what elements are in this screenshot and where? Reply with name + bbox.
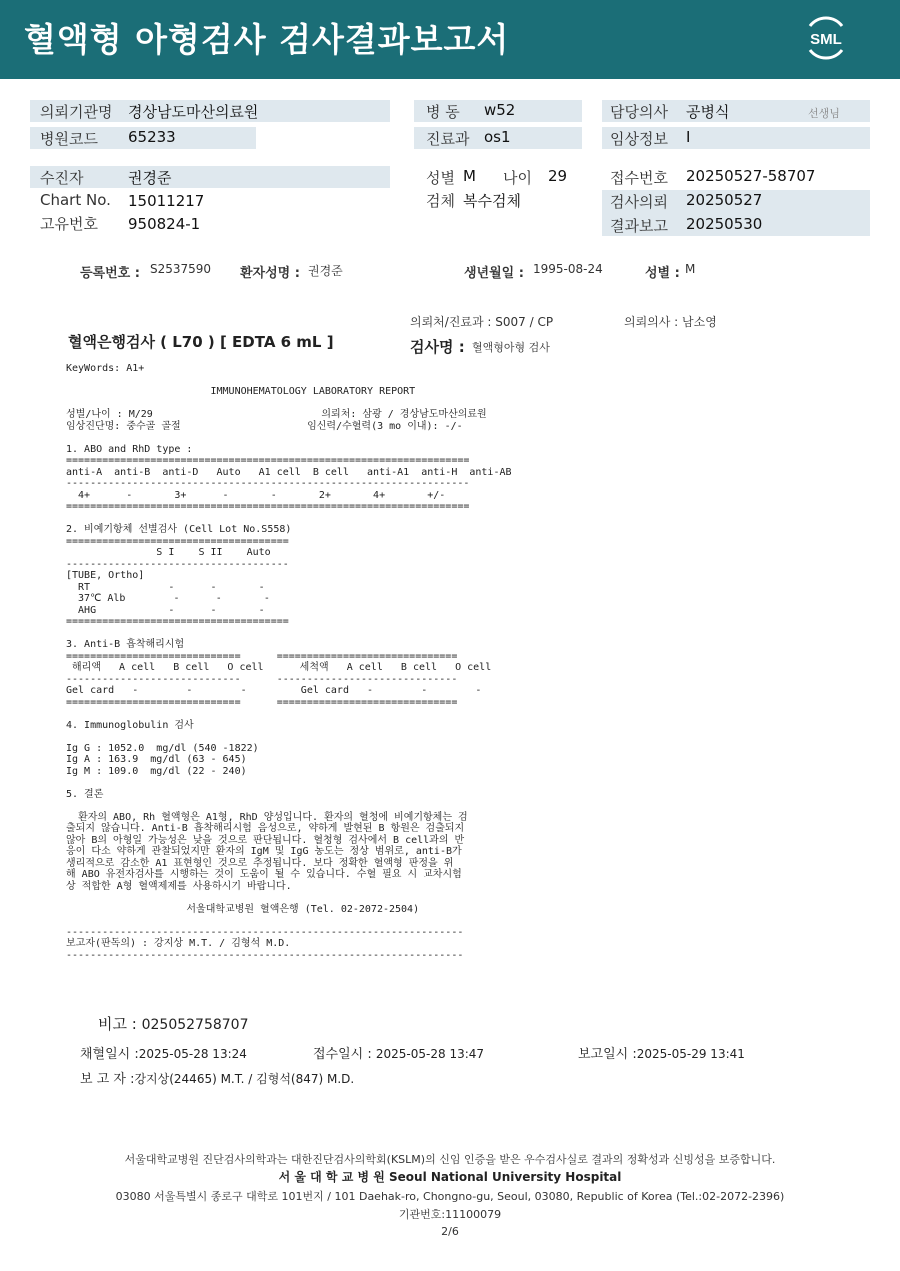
clinical-value: I bbox=[686, 128, 691, 146]
hospital-label: 의뢰기관명 bbox=[40, 103, 113, 121]
birth-value: 1995-08-24 bbox=[533, 262, 603, 276]
patient-label: 수진자 bbox=[40, 169, 84, 187]
id-label: 고유번호 bbox=[40, 215, 98, 233]
reporter-label: 보 고 자 : bbox=[80, 1072, 135, 1087]
order-requester: 의뢰의사 : 남소영 bbox=[624, 315, 717, 329]
name-label: 환자성명 : bbox=[240, 266, 300, 281]
receipt-value: 20250527-58707 bbox=[686, 167, 816, 185]
sex-label: 성별 bbox=[426, 169, 455, 187]
order-title: 혈액은행검사 ( L70 ) [ EDTA 6 mL ] bbox=[68, 333, 334, 351]
chart-value: 15011217 bbox=[128, 192, 205, 210]
footer-hospital: 서 울 대 학 교 병 원 Seoul National University Hospital bbox=[278, 1170, 622, 1184]
footer-institution: 기관번호:11100079 bbox=[398, 1208, 502, 1221]
receive-value: 2025-05-28 13:47 bbox=[375, 1047, 485, 1061]
logo-text: SML bbox=[810, 31, 842, 48]
dept-value: os1 bbox=[484, 128, 511, 146]
ward-value: w52 bbox=[484, 101, 516, 119]
doctor-suffix: 선생님 bbox=[808, 107, 840, 120]
dept-label: 진료과 bbox=[426, 130, 470, 148]
footer-certification: 서울대학교병원 진단검사의학과는 대한진단검사의학회(KSLM)의 신임 인증을 받은 우수검사실로 결과의 정확성과 신빙성을 보증합니다. bbox=[124, 1153, 776, 1166]
patient-sex-label: 성별 : bbox=[645, 266, 680, 281]
ward-label: 병 동 bbox=[426, 103, 460, 121]
id-value: 950824-1 bbox=[128, 215, 201, 233]
report-time-label: 보고일시 : bbox=[578, 1047, 637, 1062]
reg-value: S2537590 bbox=[150, 262, 212, 276]
name-value: 권경준 bbox=[308, 264, 343, 278]
report-label: 결과보고 bbox=[610, 217, 668, 235]
sml-logo-icon bbox=[802, 14, 850, 62]
age-value: 29 bbox=[548, 167, 568, 185]
test-value: 혈액형아형 검사 bbox=[472, 341, 550, 354]
report-value: 20250530 bbox=[686, 215, 763, 233]
code-label: 병원코드 bbox=[40, 130, 98, 148]
test-label: 검사명 : bbox=[410, 338, 465, 356]
collect-value: 2025-05-28 13:24 bbox=[138, 1047, 247, 1061]
sex-value: M bbox=[463, 167, 476, 185]
reg-label: 등록번호 : bbox=[80, 266, 140, 281]
receive-label: 접수일시 : bbox=[313, 1047, 372, 1062]
clinical-label: 임상정보 bbox=[610, 130, 668, 148]
remark-label: 비고 : bbox=[98, 1015, 137, 1033]
order-source: 의뢰처/진료과 : S007 / CP bbox=[410, 315, 554, 329]
receipt-label: 접수번호 bbox=[610, 169, 668, 187]
request-value: 20250527 bbox=[686, 191, 763, 209]
code-value: 65233 bbox=[128, 128, 176, 146]
age-label: 나이 bbox=[503, 169, 532, 187]
specimen-value: 복수검체 bbox=[463, 192, 521, 210]
doctor-value: 공병식 bbox=[686, 103, 730, 121]
chart-label: Chart No. bbox=[40, 191, 111, 209]
report-time-value: 2025-05-29 13:41 bbox=[636, 1047, 745, 1061]
collect-label: 채혈일시 : bbox=[80, 1047, 139, 1062]
request-label: 검사의뢰 bbox=[610, 193, 668, 211]
patient-sex-value: M bbox=[685, 262, 696, 276]
reporter-value: 강지상(24465) M.T. / 김형석(847) M.D. bbox=[134, 1072, 355, 1086]
report-title: 혈액형 아형검사 검사결과보고서 bbox=[24, 20, 510, 59]
patient-bar bbox=[30, 166, 390, 188]
page-number: 2/6 bbox=[441, 1225, 459, 1238]
remark-value: 025052758707 bbox=[141, 1017, 249, 1033]
lab-report-text: KeyWords: A1+ IMMUNOHEMATOLOGY LABORATORY REPORT 성별/나이 : M/29 의뢰처: 삼광 / 경상남도마산의료원 임상진단명: 중수골 골절 임신력/수혈력(3 mo 이내): -/- 1. ABO and RhD type : =================================================================== anti-A anti-B anti-D Auto A1 cell B cell anti-A1 anti-H anti-AB ------------------------------------------------------------------- 4+ - 3+ - - 2+ 4+ +/- =================================================================== 2. 비예기항체 선별검사 (Cell Lot No.S558) ===================================== S I S II Auto ------------------------------------- [TUBE, Ortho] RT - - - 37℃ Alb - - - AHG - - - ===================================== 3. Anti-B 흡착해리시험 ============================= ============================== 해리액 A cell B cell O cell 세척액 A cell B cell O cell ----------------------------- ------------------------------ Gel card - - - Gel card - - - ============================= ============================== 4. Immunoglobulin 검사 Ig G : 1052.0 mg/dl (540 -1822) Ig A : 163.9 mg/dl (63 - 645) Ig M : 109.0 mg/dl (22 - 240) 5. 결론 환자의 ABO, Rh 혈액형은 A1형, RhD 양성입니다. 환자의 혈청에 비예기항체는 검 출되지 않습니다. Anti-B 흡착해리시험 음성으로, 약하게 발현된 B 항원은 검출되지 않아 B의 아형일 가능성은 낮을 것으로 판단됩니다. 혈청형 검사에서 B cell과의 반 응이 다소 약하게 관찰되었지만 환자의 IgM 및 IgG 농도는 정상 범위로, anti-B가 생리적으로 감소한 A1 표현형인 것으로 추정됩니다. 보다 정확한 혈액형 판정을 위 해 ABO 유전자검사를 시행하는 것이 도움이 될 수 있습니다. 수혈 필요 시 교차시험 상 적합한 A형 혈액제제를 사용하시기 바랍니다. 서울대학교병원 혈액은행 (Tel. 02-2072-2504) ------------------------------------------------------------------ 보고자(판독의) : 강지상 M.T. / 김형석 M.D. ------------------------------------------------------------------ bbox=[66, 363, 512, 961]
birth-label: 생년월일 : bbox=[464, 266, 524, 281]
footer-address: 03080 서울특별시 종로구 대학로 101번지 / 101 Daehak-ro, Chongno-gu, Seoul, 03080, Republic of Korea (Tel.:02-2072-2396) bbox=[115, 1190, 785, 1203]
specimen-label: 검체 bbox=[426, 192, 455, 210]
patient-value: 권경준 bbox=[128, 169, 172, 187]
doctor-label: 담당의사 bbox=[610, 103, 668, 121]
hospital-value: 경상남도마산의료원 bbox=[128, 103, 259, 121]
